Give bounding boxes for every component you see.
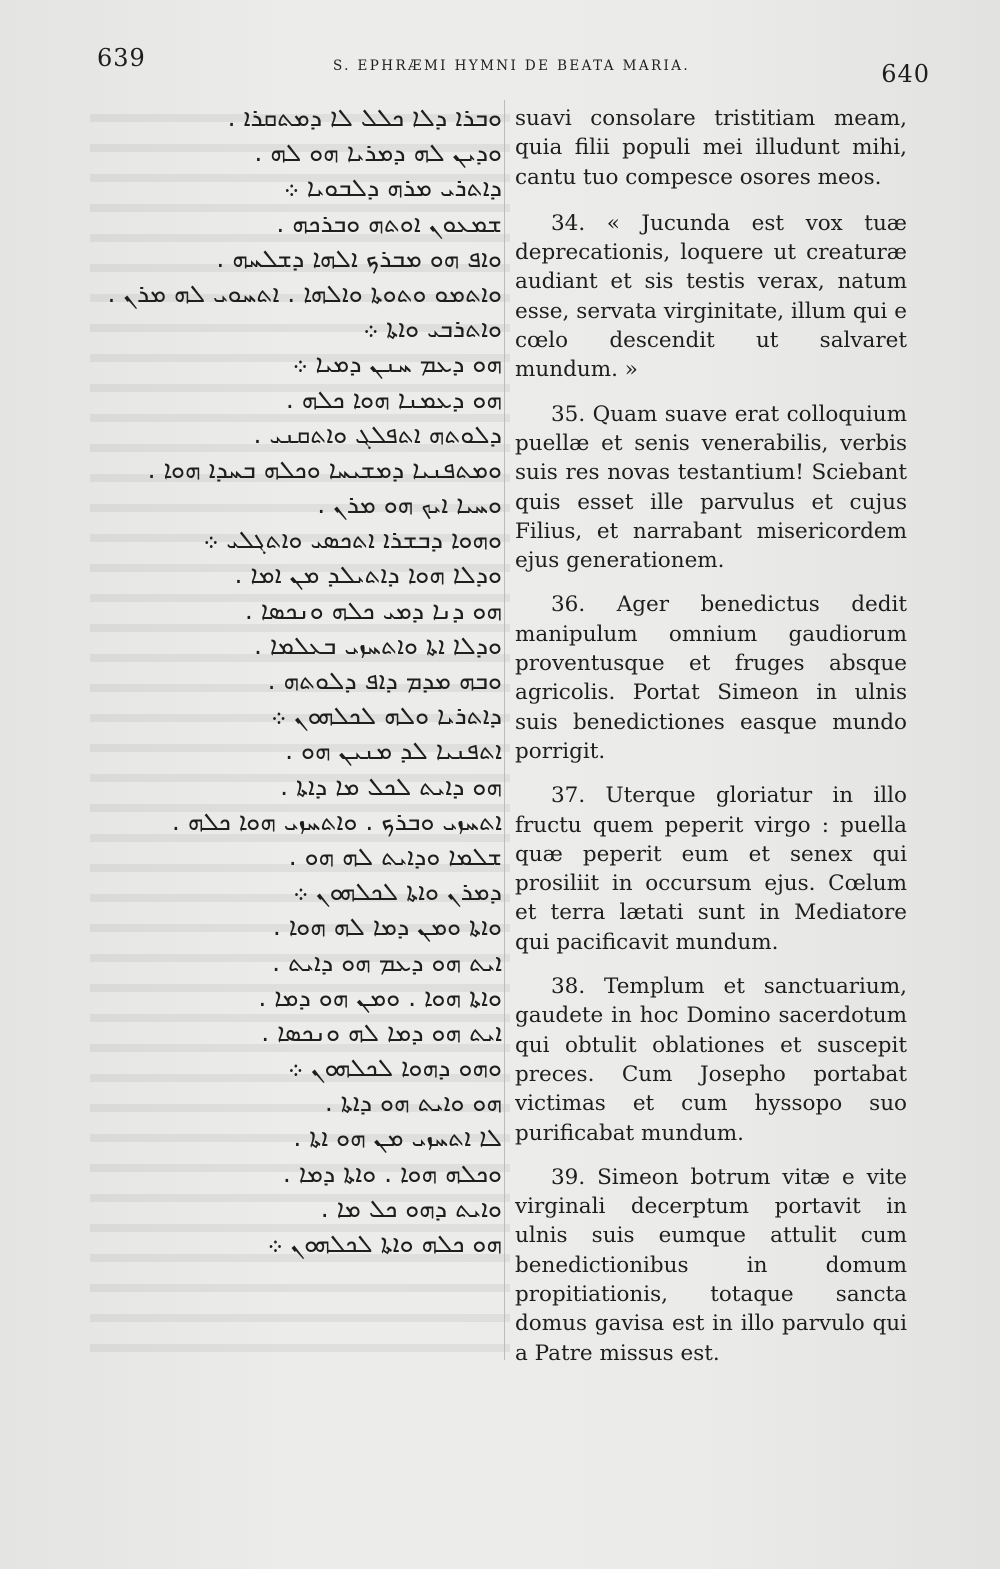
syriac-line: ܘܟܠܗ ܗܘܐ . ܘܐܬܐ ܕܡܐ . bbox=[282, 1158, 502, 1188]
latin-paragraph-continued: suavi consolare tristitiam meam, quia filii populi mei illudunt mihi, cantu tuo compesce osores meos. bbox=[515, 106, 907, 190]
syriac-line: ܗܘ ܘܐܝܬ ܗܘ ܕܐܬܐ . bbox=[324, 1088, 502, 1118]
syriac-line: ܐܝܬ ܗܘ ܕܥܡ ܗܘ ܕܐܝܬ . bbox=[272, 947, 502, 977]
syriac-text-column bbox=[107, 100, 502, 1261]
syriac-line: ܐܬܦܢܝܐ ܠܕ ܡܢܝܢ ܗܘ . bbox=[285, 736, 502, 766]
syriac-line: ܠܐ ܐܬܚܙܝ ܡܢ ܗܘ ܐܬܐ . bbox=[293, 1123, 502, 1153]
syriac-line: ܐܬܚܙܝ ܘܒܪܟ . ܘܐܬܚܙܝ ܗܘܐ ܟܠܗ . bbox=[171, 806, 502, 836]
syriac-line: ܗܘ ܕܢܐ ܕܡܝ ܟܠܗ ܘܢܟܣܐ . bbox=[244, 595, 502, 625]
page-number-right: 640 bbox=[881, 60, 930, 88]
syriac-line: ܘܗܘ ܕܗܘܐ ܠܟܠܗܘܢ ܀ bbox=[287, 1053, 502, 1083]
syriac-line: ܗܘ ܕܐܝܬ ܠܟܠ ܡܐ ܕܐܬܐ . bbox=[280, 771, 502, 801]
latin-paragraph-39: 39. Simeon botrum vitæ e vite virginali decerptum portavit in ulnis suis eumque attulit cum benedictionibus in domum propitiationis, totaque sancta domus gavisa est in illo parvulo qui a Patre missus est. bbox=[515, 1164, 907, 1366]
syriac-line: ܘܐܬܐ ܗܘܐ . ܘܡܢ ܗܘ ܕܡܐ . bbox=[258, 982, 502, 1012]
syriac-line: ܘܐܬܪܒܝ ܘܐܬܐ ܀ bbox=[363, 314, 502, 344]
syriac-line: ܘܐܬܡܘ ܘܬܘܬܐ ܘܐܠܗܐ . ܐܬܚܘܝ ܠܗ ܡܪܢ . bbox=[107, 278, 502, 308]
syriac-line: ܘܐܬܐ ܘܡܢ ܕܡܐ ܠܗ ܗܘܐ . bbox=[272, 912, 502, 942]
syriac-line: ܫܡܥܘܢ ܐܘܬܗ ܘܒܪܟܗ . bbox=[276, 208, 502, 238]
syriac-line: ܕܡܪܢ ܘܐܬܐ ܠܟܠܗܘܢ ܀ bbox=[292, 877, 502, 907]
latin-paragraph-37: 37. Uterque gloriatur in illo fructu quem peperit virgo : puella quæ peperit eum et senex qui prosiliit in occursum ejus. Cœlum et terra lætati sunt in Mediatore qui pacificavit mundum. bbox=[515, 783, 907, 955]
latin-paragraph-38: 38. Templum et sanctuarium, gaudete in hoc Domino sacerdotum qui obtulit oblationes et suscepit preces. Cum Josepho portabat victimas et cum hyssopo suo purificabat mundum. bbox=[515, 974, 907, 1146]
column-divider bbox=[504, 100, 505, 1360]
syriac-line: ܗܘ ܕܥܡ ܚܢܢ ܕܡܝܐ ܀ bbox=[292, 349, 502, 379]
syriac-line: ܘܗܘܐ ܕܒܫܪܐ ܐܬܟܣܝ ܘܐܬܓܠܝ ܀ bbox=[203, 525, 502, 555]
running-title: S. EPHRÆMI HYMNI DE BEATA MARIA. bbox=[333, 58, 691, 74]
syriac-line: ܫܠܡܐ ܘܕܐܝܬ ܠܗ ܗܘ . bbox=[288, 841, 502, 871]
syriac-line: ܘܒܪܐ ܕܠܐ ܟܠܠ ܠܐ ܕܡܬܩܪܐ . bbox=[227, 103, 502, 132]
syriac-line: ܘܕܝܢ ܠܗ ܕܡܪܝܐ ܗܘ ܠܗ . bbox=[254, 138, 502, 168]
latin-paragraph-35: 35. Quam suave erat colloquium puellæ et senis venerabilis, verbis suis res novas testantium! Sciebant quis esset ille parvulus et cujus Filius, et narrabant misericordem ejus generationem. bbox=[515, 401, 907, 574]
syriac-line: ܕܠܘܬܗ ܐܬܦܠܓ ܘܐܬܩܢܝ . bbox=[253, 419, 502, 449]
latin-paragraph-36: 36. Ager benedictus dedit manipulum omnium gaudiorum proventusque et fruges absque agricolis. Portat Simeon in ulnis suis benedictiones easque mundo porrigit. bbox=[515, 592, 907, 764]
syriac-line: ܘܐܦ ܗܘ ܡܒܪܟ ܐܠܗܐ ܕܫܠܚܗ . bbox=[216, 243, 502, 273]
syriac-line: ܕܐܬܪܝܐ ܘܠܗ ܠܟܠܗܘܢ ܀ bbox=[271, 701, 502, 731]
latin-paragraph-34: 34. « Jucunda est vox tuæ deprecationis, loquere ut creaturæ audiant et sis testis verax, natum esse, servata virginitate, illum qui e cœlo descendit ut salvaret mundum. » bbox=[515, 210, 907, 383]
syriac-line: ܕܐܬܪܝ ܡܪܗ ܕܠܒܘܝܐ ܀ bbox=[283, 173, 502, 203]
syriac-line: ܘܚܝܐ ܐܝܟ ܗܘ ܡܪܢ . bbox=[317, 490, 502, 520]
syriac-line: ܘܒܗ ܡܕܡ ܕܐܦ ܕܠܘܬܗ . bbox=[267, 666, 502, 695]
running-header bbox=[95, 40, 930, 88]
syriac-line: ܗܘ ܟܠܗ ܘܐܬܐ ܠܟܠܗܘܢ ܀ bbox=[267, 1229, 502, 1258]
syriac-line: ܐܝܬ ܗܘ ܕܡܐ ܠܗ ܘܢܟܣܐ . bbox=[261, 1017, 502, 1047]
syriac-line: ܘܡܬܦܢܝܐ ܕܡܫܝܚܐ ܘܟܠܗ ܒܚܕܐ ܗܘܐ . bbox=[147, 454, 502, 484]
syriac-line: ܘܕܠܐ ܐܬܐ ܘܐܬܚܙܝ ܒܥܠܡܐ . bbox=[254, 630, 502, 660]
page-number-left: 639 bbox=[97, 44, 146, 72]
syriac-line: ܘܐܝܬ ܕܗܘ ܟܠ ܡܐ . bbox=[320, 1193, 502, 1223]
syriac-line: ܗܘ ܕܥܡܢܐ ܗܘܐ ܟܠܗ . bbox=[285, 384, 502, 414]
syriac-line: ܘܕܠܐ ܗܘܐ ܕܐܬܝܠܕ ܡܢ ܐܡܐ . bbox=[234, 560, 502, 590]
latin-text-column bbox=[515, 104, 907, 1368]
